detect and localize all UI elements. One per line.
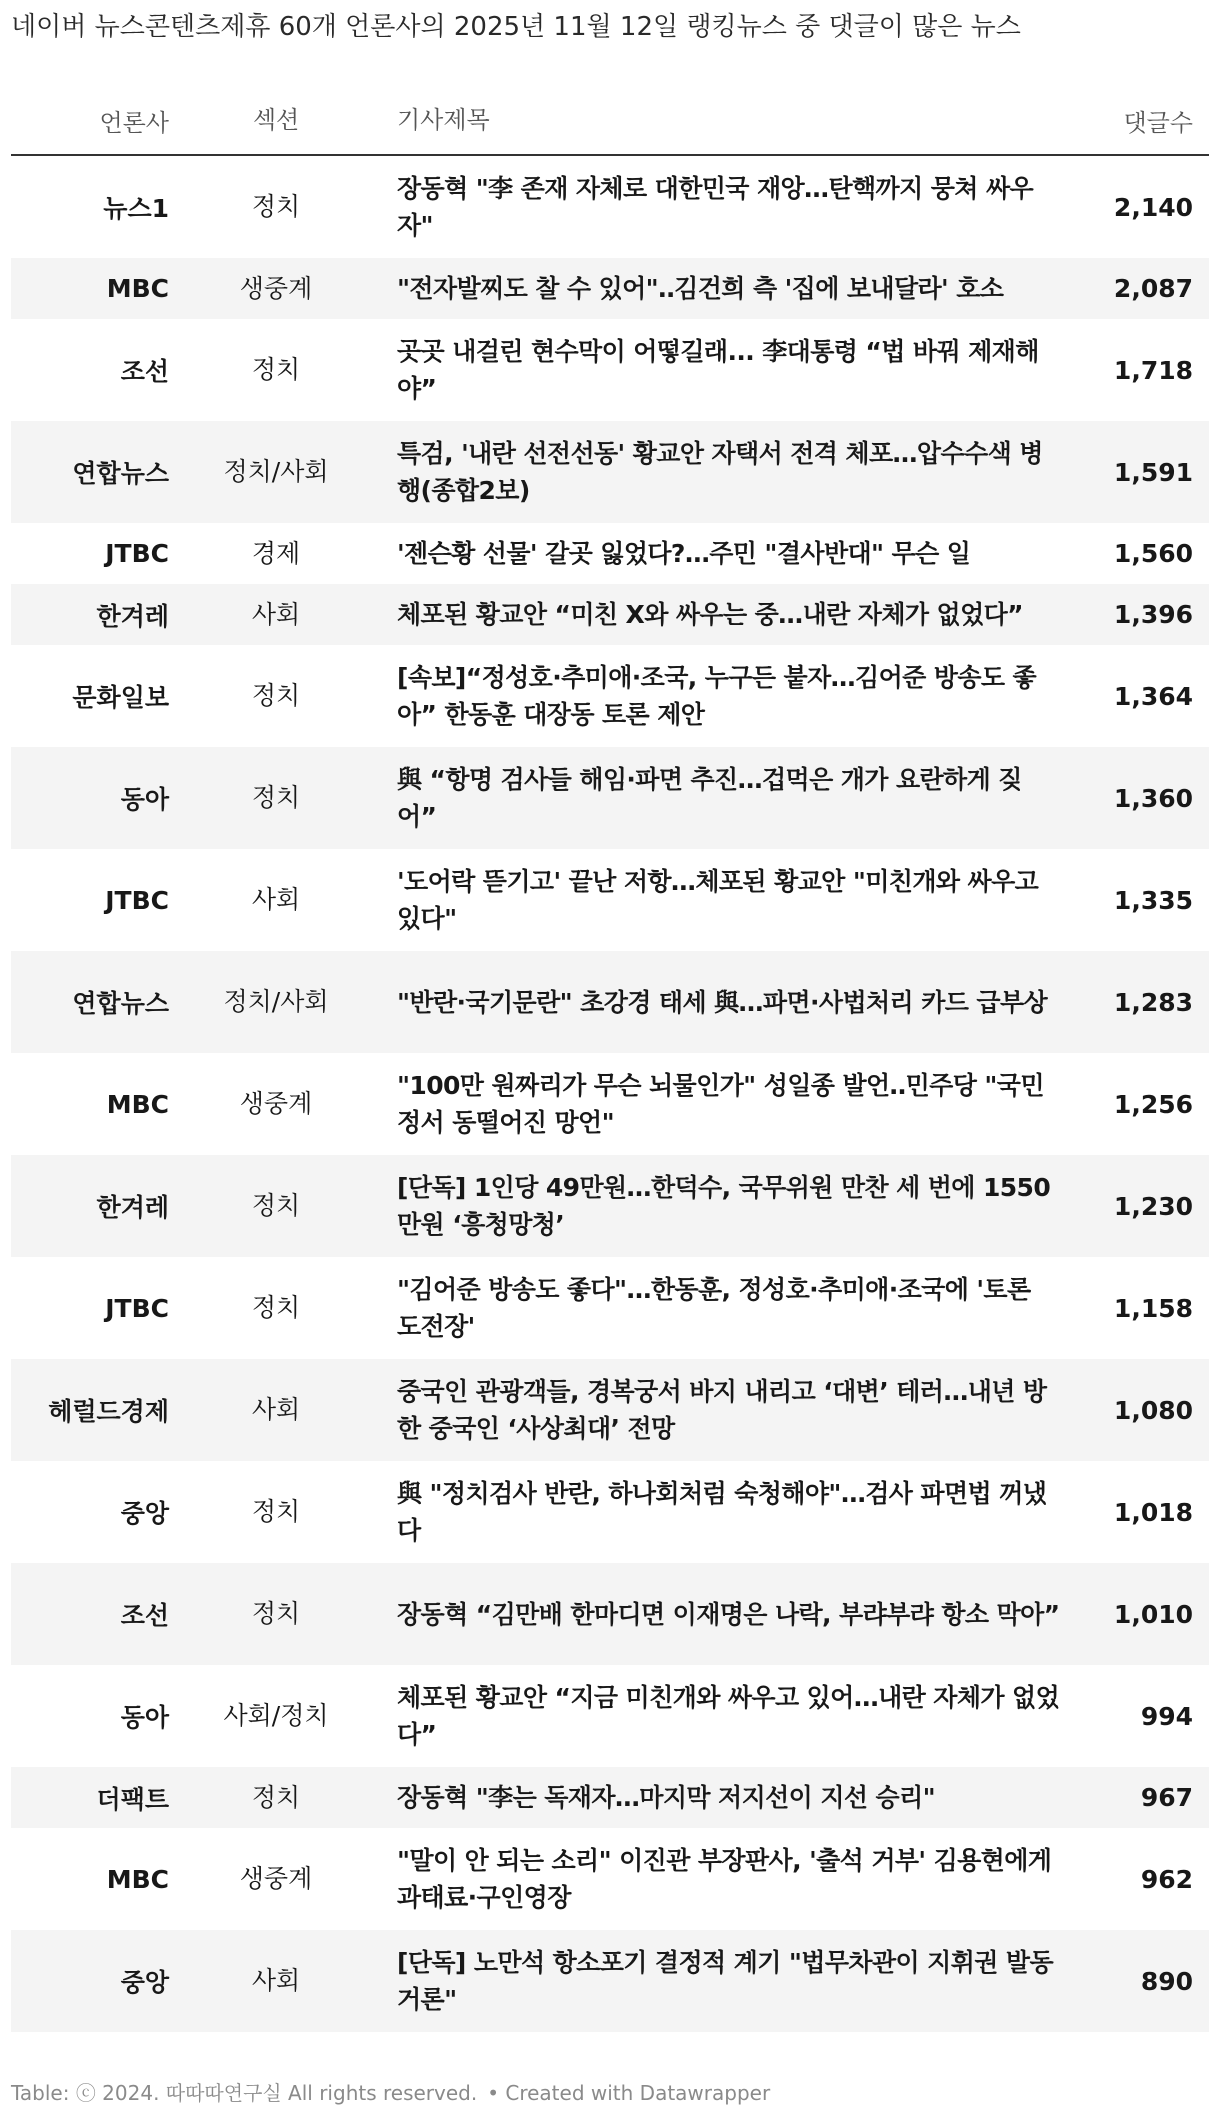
outlet-cell: 연합뉴스 — [72, 989, 169, 1018]
section-cell: 사회 — [251, 1395, 301, 1424]
outlet-cell: 동아 — [120, 1703, 169, 1732]
section-cell: 정치 — [251, 1782, 301, 1812]
section-cell: 정치 — [251, 355, 301, 384]
table-body — [11, 156, 1209, 2032]
table-row — [11, 1053, 1209, 1155]
table-row — [11, 1930, 1209, 2032]
headline-cell: 장동혁 "李는 독재자…마지막 저지선이 지선 승리" — [397, 1783, 936, 1812]
table-row — [11, 1767, 1209, 1828]
table-row — [11, 156, 1209, 258]
outlet-cell: 연합뉴스 — [72, 459, 169, 488]
outlet-cell: 중앙 — [120, 1968, 169, 1997]
comment-count-cell: 1,230 — [1113, 1191, 1193, 1221]
comment-count-cell: 1,364 — [1113, 681, 1193, 711]
headline-cell: 與 "정치검사 반란, 하나회처럼 숙청해야"…검사 파면법 꺼냈다 — [397, 1479, 1047, 1545]
table-row — [11, 258, 1209, 319]
outlet-cell: 문화일보 — [72, 683, 169, 712]
headline-cell: "김어준 방송도 좋다"…한동훈, 정성호·추미애·조국에 '토론 도전장' — [397, 1275, 1031, 1341]
table-header-row — [11, 86, 1209, 156]
footer-created-with[interactable]: • Created with Datawrapper — [487, 2081, 771, 2105]
headline-cell: 체포된 황교안 “미친 X와 싸우는 중…내란 자체가 없었다” — [397, 600, 1024, 629]
outlet-cell: 조선 — [120, 357, 169, 386]
column-header-outlet: 언론사 — [99, 108, 169, 137]
section-cell: 생중계 — [239, 273, 313, 303]
outlet-cell: JTBC — [105, 539, 169, 568]
comment-count-cell: 1,283 — [1113, 987, 1193, 1017]
headline-cell: "전자발찌도 찰 수 있어"‥김건희 측 '집에 보내달라' 호소 — [397, 274, 1004, 303]
comment-count-cell: 890 — [1140, 1966, 1193, 1996]
outlet-cell: 헤럴드경제 — [48, 1397, 169, 1426]
footer — [11, 2077, 776, 2106]
section-cell: 사회 — [251, 1966, 301, 1995]
column-header-comments: 댓글수 — [1123, 108, 1193, 137]
comment-count-cell: 1,010 — [1113, 1599, 1193, 1629]
table-row — [11, 1665, 1209, 1767]
table-row — [11, 645, 1209, 747]
table-row — [11, 1155, 1209, 1257]
comment-count-cell: 1,560 — [1113, 539, 1193, 568]
headline-cell: "100만 원짜리가 무슨 뇌물인가" 성일종 발언‥민주당 "국민 정서 동떨어진 망언" — [397, 1071, 1044, 1137]
table-row — [11, 319, 1209, 421]
comment-count-cell: 967 — [1140, 1783, 1193, 1812]
outlet-cell: 동아 — [120, 785, 169, 814]
section-cell: 정치 — [251, 681, 301, 710]
comment-count-cell: 1,591 — [1113, 457, 1193, 487]
outlet-cell: 조선 — [120, 1601, 169, 1630]
table-row — [11, 523, 1209, 584]
section-cell: 사회/정치 — [223, 1701, 329, 1730]
section-cell: 정치 — [251, 1497, 301, 1526]
headline-cell: [단독] 1인당 49만원…한덕수, 국무위원 만찬 세 번에 1550만원 ‘흥청망청’ — [397, 1173, 1051, 1239]
table-row — [11, 1563, 1209, 1665]
table-row — [11, 1461, 1209, 1563]
outlet-cell: 중앙 — [120, 1499, 169, 1528]
outlet-cell: JTBC — [105, 885, 169, 915]
section-cell: 정치 — [251, 192, 301, 221]
section-cell: 생중계 — [239, 1864, 313, 1893]
headline-cell: '도어락 뜯기고' 끝난 저항…체포된 황교안 "미친개와 싸우고 있다" — [397, 867, 1039, 933]
comment-count-cell: 1,335 — [1113, 885, 1193, 915]
table-row — [11, 421, 1209, 523]
headline-cell: 與 “항명 검사들 해임·파면 추진…겁먹은 개가 요란하게 짖어” — [397, 765, 1022, 831]
headline-cell: "반란·국기문란" 초강경 태세 與…파면·사법처리 카드 급부상 — [397, 987, 1048, 1017]
outlet-cell: 더팩트 — [96, 1784, 169, 1814]
comment-count-cell: 1,718 — [1113, 355, 1193, 385]
headline-cell: '젠슨황 선물' 갈곳 잃었다?…주민 "결사반대" 무슨 일 — [397, 539, 971, 568]
outlet-cell: MBC — [106, 1864, 169, 1894]
headline-cell: 특검, '내란 선전선동' 황교안 자택서 전격 체포…압수수색 병행(종합2보) — [397, 439, 1043, 505]
section-cell: 정치/사회 — [223, 987, 329, 1016]
headline-cell: [단독] 노만석 항소포기 결정적 계기 "법무차관이 지휘권 발동 거론" — [397, 1948, 1054, 2014]
headline-cell: 장동혁 "李 존재 자체로 대한민국 재앙…탄핵까지 뭉쳐 싸우자" — [397, 174, 1034, 240]
comment-count-cell: 962 — [1140, 1864, 1193, 1894]
table-row — [11, 951, 1209, 1053]
section-cell: 정치/사회 — [223, 457, 329, 486]
outlet-cell: 한겨레 — [96, 601, 169, 631]
section-cell: 정치 — [251, 1599, 301, 1628]
headline-cell: 장동혁 “김만배 한마디면 이재명은 나락, 부랴부랴 항소 막아” — [397, 1599, 1060, 1629]
headline-cell: "말이 안 되는 소리" 이진관 부장판사, '출석 거부' 김용현에게 과태료·구인영장 — [397, 1846, 1052, 1912]
comment-count-cell: 1,158 — [1113, 1293, 1193, 1323]
section-cell: 생중계 — [239, 1089, 313, 1118]
section-cell: 경제 — [251, 538, 301, 568]
comment-count-cell: 1,360 — [1113, 783, 1193, 813]
table-row — [11, 747, 1209, 849]
section-cell: 정치 — [251, 783, 301, 812]
headline-cell: 곳곳 내걸린 현수막이 어떻길래... 李대통령 “법 바꿔 제재해야” — [397, 337, 1039, 403]
outlet-cell: MBC — [106, 274, 169, 303]
comment-count-cell: 1,080 — [1113, 1395, 1193, 1425]
section-cell: 정치 — [251, 1191, 301, 1220]
comment-count-cell: 1,256 — [1113, 1089, 1193, 1119]
section-cell: 사회 — [251, 885, 301, 914]
comments-table — [11, 86, 1209, 2032]
table-row — [11, 1828, 1209, 1930]
section-cell: 사회 — [251, 599, 301, 629]
outlet-cell: 뉴스1 — [103, 194, 169, 223]
table-row — [11, 1359, 1209, 1461]
comment-count-cell: 994 — [1140, 1701, 1193, 1731]
outlet-cell: JTBC — [105, 1293, 169, 1323]
section-cell: 정치 — [251, 1293, 301, 1322]
headline-cell: 중국인 관광객들, 경복궁서 바지 내리고 ‘대변’ 테러…내년 방한 중국인 ‘사상최대’ 전망 — [397, 1377, 1047, 1443]
table-row — [11, 584, 1209, 645]
outlet-cell: 한겨레 — [96, 1193, 169, 1222]
table-row — [11, 1257, 1209, 1359]
comment-count-cell: 1,396 — [1113, 600, 1193, 629]
comment-count-cell: 1,018 — [1113, 1497, 1193, 1527]
table-row — [11, 849, 1209, 951]
page-title: 네이버 뉴스콘텐츠제휴 60개 언론사의 2025년 11월 12일 랭킹뉴스 중 댓글이 많은 뉴스 — [11, 12, 1021, 42]
column-header-section: 섹션 — [252, 106, 300, 134]
comment-count-cell: 2,087 — [1113, 274, 1193, 303]
footer-credit: Table: ⓒ 2024. 따따따연구실 All rights reserved. — [11, 2081, 478, 2105]
headline-cell: [속보]“정성호·추미애·조국, 누구든 붙자…김어준 방송도 좋아” 한동훈 대장동 토론 제안 — [397, 663, 1037, 729]
column-header-headline: 기사제목 — [397, 105, 490, 134]
headline-cell: 체포된 황교안 “지금 미친개와 싸우고 있어…내란 자체가 없었다” — [397, 1683, 1060, 1749]
comment-count-cell: 2,140 — [1113, 192, 1193, 222]
outlet-cell: MBC — [106, 1089, 169, 1119]
